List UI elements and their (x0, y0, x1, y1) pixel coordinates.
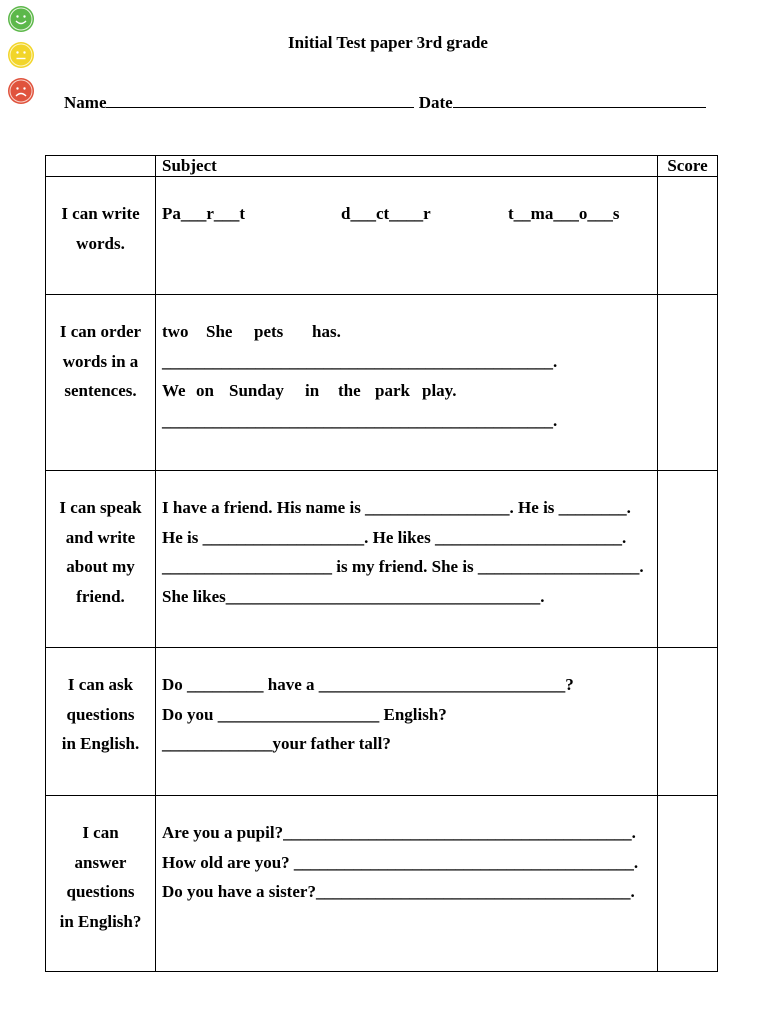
label-line: questions (66, 704, 135, 724)
content-line: Do you have a sister?_____________________________________. (162, 882, 635, 901)
header-subject: Subject (156, 156, 658, 177)
table-row (46, 177, 718, 295)
table-row (46, 471, 718, 648)
word-item: the (338, 381, 361, 400)
date-label: Date (418, 93, 453, 112)
row-content[interactable] (156, 471, 658, 648)
row-label (46, 471, 156, 648)
word-item: on (196, 381, 214, 400)
table-row (46, 295, 718, 471)
content-line: Do you ___________________ English? (162, 704, 447, 724)
word-item: pets (254, 322, 284, 341)
row-content[interactable] (156, 796, 658, 972)
word-item: We (162, 381, 186, 400)
row-label (46, 177, 156, 295)
label-line: friend. (76, 586, 125, 606)
word-item: two (162, 322, 189, 341)
smiley-happy-icon (8, 6, 34, 32)
content-line: ______________________________________________. (162, 351, 558, 371)
date-field[interactable] (453, 93, 706, 108)
word-item: has. (312, 322, 341, 341)
score-cell[interactable] (658, 177, 718, 295)
row-label (46, 295, 156, 471)
table-row (46, 648, 718, 796)
content-line (162, 317, 657, 347)
content-line: How old are you? ________________________________________. (162, 852, 639, 872)
score-cell[interactable] (658, 471, 718, 648)
test-table (45, 155, 718, 972)
content-line: ______________________________________________. (162, 410, 558, 430)
header-score: Score (658, 156, 718, 177)
content-line: _____________your father tall? (162, 734, 391, 753)
label-line: in English? (59, 911, 142, 931)
label-line: I can order (59, 322, 142, 341)
label-line: I can write (61, 204, 140, 223)
label-line: questions (66, 882, 135, 901)
content-line: ____________________ is my friend. She is ___________________. (162, 557, 644, 576)
name-field[interactable] (106, 93, 414, 108)
row-content[interactable] (156, 295, 658, 471)
score-cell[interactable] (658, 648, 718, 796)
content-line (162, 199, 657, 229)
page-title: Initial Test paper 3rd grade (288, 33, 488, 52)
label-line: in English. (61, 734, 140, 753)
table-header-row (46, 156, 718, 177)
word-item: She (206, 322, 233, 341)
label-line: sentences. (64, 381, 137, 400)
word-item: Sunday (229, 381, 284, 400)
name-date-line (64, 93, 706, 113)
label-line: I can speak (59, 498, 142, 517)
word-item: play. (422, 381, 457, 400)
table-row (46, 796, 718, 972)
word-item: Pa___r___t (162, 204, 246, 223)
content-line: Do _________ have a _____________________________? (162, 675, 574, 694)
label-line: about my (66, 557, 135, 576)
word-item: t__ma___o___s (508, 204, 620, 223)
content-line (162, 376, 657, 406)
word-item: in (305, 381, 320, 400)
content-line: He is ___________________. He likes ______________________. (162, 527, 627, 547)
word-item: d___ct____r (341, 204, 431, 223)
row-label (46, 648, 156, 796)
label-line: words in a (62, 351, 139, 371)
word-item: park (375, 381, 410, 400)
content-line: She likes_____________________________________. (162, 586, 545, 606)
row-content[interactable] (156, 648, 658, 796)
content-line: Are you a pupil?_________________________________________. (162, 823, 636, 842)
label-line: I can (82, 823, 119, 842)
smiley-faces (8, 6, 38, 114)
header-empty-cell (46, 156, 156, 177)
label-line: answer (74, 852, 127, 872)
score-cell[interactable] (658, 796, 718, 972)
label-line: words. (76, 233, 125, 253)
content-line: I have a friend. His name is _________________. He is ________. (162, 498, 631, 517)
score-cell[interactable] (658, 295, 718, 471)
row-label (46, 796, 156, 972)
smiley-sad-icon (8, 78, 34, 104)
label-line: I can ask (67, 675, 134, 694)
row-content[interactable] (156, 177, 658, 295)
label-line: and write (65, 527, 136, 547)
name-label: Name (64, 93, 107, 112)
